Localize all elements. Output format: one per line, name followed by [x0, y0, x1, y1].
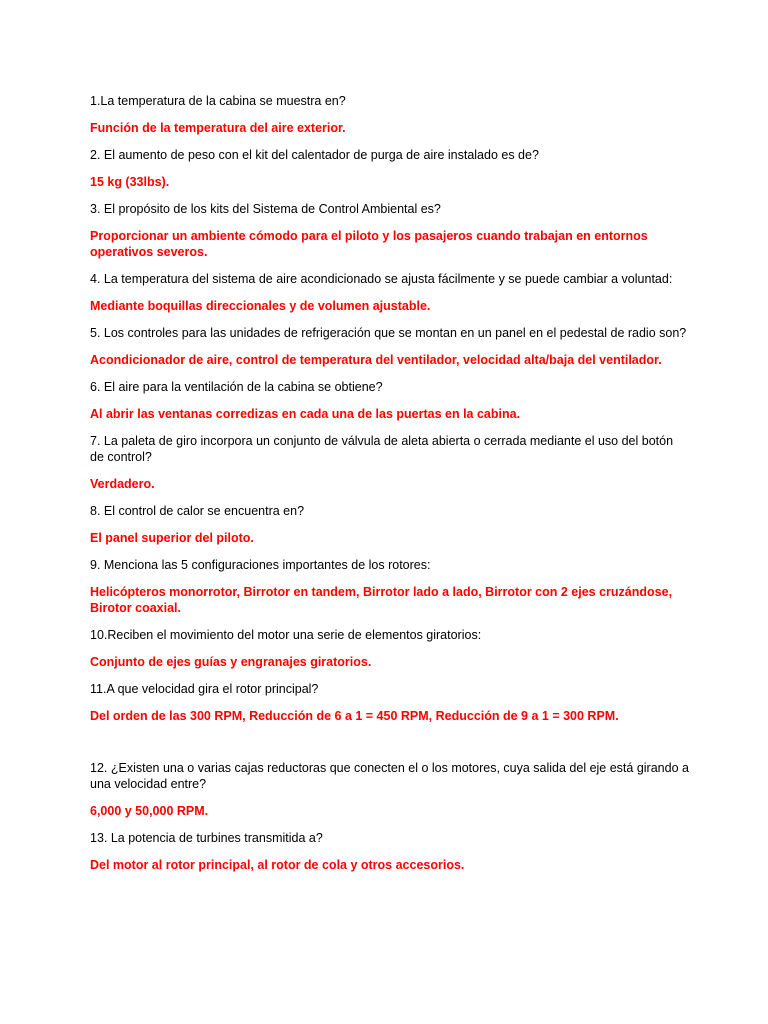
qa-item-9: [90, 557, 690, 616]
answer-6: Al abrir las ventanas corredizas en cada una de las puertas en la cabina.: [90, 407, 521, 421]
question-12: 12. ¿Existen una o varias cajas reductoras que conecten el o los motores, cuya salida del eje está girando a una velocidad entre?: [90, 761, 689, 791]
answer-10: Conjunto de ejes guías y engranajes giratorios.: [90, 655, 372, 669]
qa-item-11: [90, 681, 690, 724]
qa-item-8: [90, 503, 690, 546]
question-13: 13. La potencia de turbines transmitida a?: [90, 831, 323, 845]
answer-8: El panel superior del piloto.: [90, 531, 254, 545]
question-5: 5. Los controles para las unidades de refrigeración que se montan en un panel en el pedestal de radio son?: [90, 326, 687, 340]
qa-item-6: [90, 379, 690, 422]
answer-5: Acondicionador de aire, control de temperatura del ventilador, velocidad alta/baja del ventilador.: [90, 353, 662, 367]
question-9: 9. Menciona las 5 configuraciones importantes de los rotores:: [90, 558, 431, 572]
answer-13: Del motor al rotor principal, al rotor de cola y otros accesorios.: [90, 858, 465, 872]
answer-2: 15 kg (33lbs).: [90, 175, 170, 189]
answer-7: Verdadero.: [90, 477, 155, 491]
qa-item-1: [90, 93, 690, 136]
answer-3: Proporcionar un ambiente cómodo para el piloto y los pasajeros cuando trabajan en entornos operativos severos.: [90, 229, 648, 259]
question-3: 3. El propósito de los kits del Sistema de Control Ambiental es?: [90, 202, 441, 216]
qa-item-3: [90, 201, 690, 260]
question-4: 4. La temperatura del sistema de aire acondicionado se ajusta fácilmente y se puede cambiar a voluntad:: [90, 272, 673, 286]
qa-item-4: [90, 271, 690, 314]
question-7: 7. La paleta de giro incorpora un conjunto de válvula de aleta abierta o cerrada mediante el uso del botón de control?: [90, 434, 674, 464]
qa-item-13: [90, 830, 690, 873]
answer-4: Mediante boquillas direccionales y de volumen ajustable.: [90, 299, 431, 313]
question-6: 6. El aire para la ventilación de la cabina se obtiene?: [90, 380, 383, 394]
question-8: 8. El control de calor se encuentra en?: [90, 504, 305, 518]
answer-12: 6,000 y 50,000 RPM.: [90, 804, 209, 818]
answer-9: Helicópteros monorrotor, Birrotor en tandem, Birrotor lado a lado, Birrotor con 2 ejes cruzándose, Birotor coaxial.: [90, 585, 673, 615]
answer-1: Función de la temperatura del aire exterior.: [90, 121, 346, 135]
qa-item-7: [90, 433, 690, 492]
qa-item-10: [90, 627, 690, 670]
document-page: [90, 93, 690, 884]
question-11: 11.A que velocidad gira el rotor principal?: [90, 682, 319, 696]
question-10: 10.Reciben el movimiento del motor una serie de elementos giratorios:: [90, 628, 482, 642]
qa-item-2: [90, 147, 690, 190]
question-1: 1.La temperatura de la cabina se muestra en?: [90, 94, 346, 108]
answer-11: Del orden de las 300 RPM, Reducción de 6 a 1 = 450 RPM, Reducción de 9 a 1 = 300 RPM.: [90, 709, 619, 723]
qa-item-12: [90, 760, 690, 819]
qa-item-5: [90, 325, 690, 368]
paragraph-spacer: [90, 735, 690, 760]
question-2: 2. El aumento de peso con el kit del calentador de purga de aire instalado es de?: [90, 148, 539, 162]
